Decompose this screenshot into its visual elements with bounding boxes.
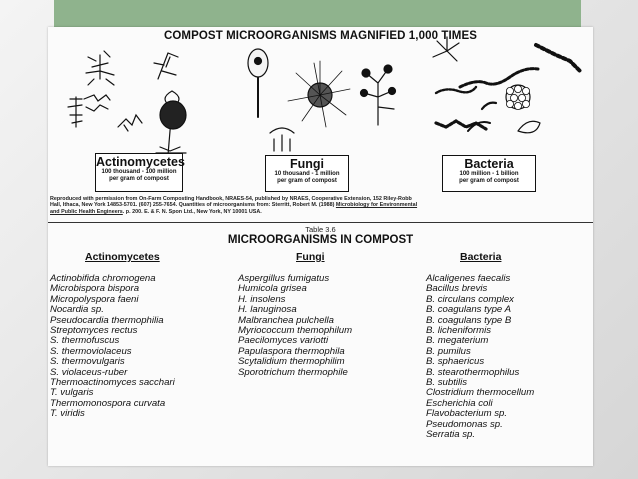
list-item: Malbranchea pulchella xyxy=(238,314,334,326)
list-item: Alcaligenes faecalis xyxy=(426,273,511,284)
divider xyxy=(48,222,593,223)
list-item: Myriococcum themophilum xyxy=(238,325,353,337)
list-item: B. licheniformis xyxy=(426,325,492,337)
fungi-list xyxy=(238,274,352,378)
column-heading-actinomycetes: Actinomycetes xyxy=(85,251,160,263)
figure-credit xyxy=(50,196,590,215)
list-item: S. thermofuscus xyxy=(50,335,120,347)
bacteria-list xyxy=(426,274,534,441)
bacteria-label: Bacteria xyxy=(464,157,514,171)
list-item: Pseudomonas sp. xyxy=(426,418,503,430)
list-item: B. coagulans type A xyxy=(426,304,511,316)
list-item: B. subtilis xyxy=(426,377,468,389)
list-item: T. vulgaris xyxy=(50,387,94,399)
list-item: T. viridis xyxy=(50,408,85,420)
list-item: Actinobifida chromogena xyxy=(50,273,156,284)
list-item: Thermoactinomyces sacchari xyxy=(50,377,175,389)
list-item: Flavobacterium sp. xyxy=(426,408,508,420)
list-item: Humicola grisea xyxy=(238,283,307,295)
table-title: MICROORGANISMS IN COMPOST xyxy=(227,234,414,246)
scanned-page xyxy=(48,27,593,466)
list-item: H. lanuginosa xyxy=(238,304,297,316)
fungi-count-line1: 10 thousand - 1 million xyxy=(274,171,340,177)
credit-book-title: Microbiology for Environmental xyxy=(335,202,418,209)
credit-line-1: Reproduced with permission from On-Farm Composting Handbook, NRAES-54, published by NRAES, Cooperative Extension, 152 Riley-Robb xyxy=(50,196,412,202)
bacteria-drawings xyxy=(433,37,580,133)
actinomycetes-count-line1: 100 thousand - 100 million xyxy=(101,169,177,175)
column-heading-fungi: Fungi xyxy=(296,251,325,263)
list-item: Microbispora bispora xyxy=(50,283,140,295)
fungi-label: Fungi xyxy=(289,157,324,171)
list-item: B. stearothermophilus xyxy=(426,366,520,378)
list-item: Streptomyces rectus xyxy=(50,325,138,337)
actinomycetes-label: Actinomycetes xyxy=(96,155,185,169)
list-item: Serratia sp. xyxy=(426,429,476,441)
actinomycetes-label-box xyxy=(95,153,183,192)
list-item: S. thermovulgaris xyxy=(50,356,125,368)
bacteria-count-line1: 100 million - 1 billion xyxy=(459,171,519,177)
fungi-count-line2: per gram of compost xyxy=(277,178,337,184)
list-item: Escherichia coli xyxy=(426,397,493,409)
credit-line-3-text: . p. 200. E. & F. N. Spon Ltd., New York, NY 10001 USA. xyxy=(122,208,262,215)
list-item: B. sphaericus xyxy=(426,356,485,368)
list-item: B. megaterium xyxy=(426,335,489,347)
list-item: B. coagulans type B xyxy=(426,314,512,326)
list-item: S. violaceus-ruber xyxy=(50,366,128,378)
list-item: Pseudocardia thermophilia xyxy=(50,314,164,326)
list-item: Nocardia sp. xyxy=(50,304,104,316)
fungi-label-box xyxy=(265,155,349,192)
credit-line-2-text: Hall, Ithaca, New York 14853-5701. (607) 255-7654. Quantities of microorganisms from: Sterritt, Robert M. (1988) xyxy=(50,202,336,209)
list-item: Aspergillus fumigatus xyxy=(238,273,330,284)
list-item: Bacillus brevis xyxy=(426,283,488,295)
actinomycetes-list xyxy=(50,274,175,420)
table-number: Table 3.6 xyxy=(305,225,336,234)
header-band xyxy=(54,0,581,27)
list-item: Paecilomyces variotti xyxy=(238,335,329,347)
bacteria-count-line2: per gram of compost xyxy=(459,178,519,184)
list-item: Micropolyspora faeni xyxy=(50,293,139,305)
figure-title: COMPOST MICROORGANISMS MAGNIFIED 1,000 TIMES xyxy=(163,30,477,42)
list-item: Scytalidium thermophilim xyxy=(238,356,345,368)
credit-book-title-cont: and Public Health Engineers xyxy=(50,208,123,215)
list-item: Sporotrichum thermophile xyxy=(238,366,348,378)
fungi-drawings xyxy=(248,49,396,151)
list-item: Papulaspora thermophila xyxy=(238,345,345,357)
column-heading-bacteria: Bacteria xyxy=(460,251,502,263)
actinomycetes-drawings xyxy=(68,51,186,155)
credit-line-3 xyxy=(50,209,590,215)
list-item: Thermomonospora curvata xyxy=(50,397,166,409)
actinomycetes-count-line2: per gram of compost xyxy=(109,176,169,182)
list-item: B. pumilus xyxy=(426,345,471,357)
bacteria-label-box xyxy=(442,155,536,192)
list-item: S. thermoviolaceus xyxy=(50,345,132,357)
list-item: Clostridium thermocellum xyxy=(426,387,535,399)
list-item: H. insolens xyxy=(238,293,286,305)
list-item: B. circulans complex xyxy=(426,293,514,305)
